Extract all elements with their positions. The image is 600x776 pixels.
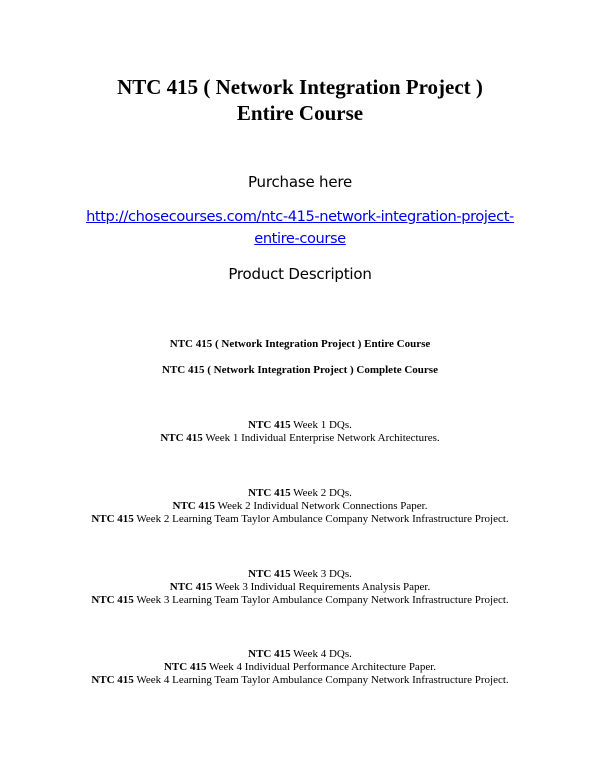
product-description-label: Product Description [228,265,372,283]
item-text: Week 3 Individual Requirements Analysis Paper. [214,581,431,593]
item-text: Week 4 Learning Team Taylor Ambulance Company Network Infrastructure Project. [136,674,509,686]
purchase-label: Purchase here [247,173,353,191]
week-4-item-1 [20,648,580,661]
item-text: Week 2 Learning Team Taylor Ambulance Company Network Infrastructure Project. [136,513,509,525]
course-code: NTC 415 [91,513,134,525]
week-3-item-2 [20,581,580,594]
item-text: Week 1 DQs. [293,419,352,431]
week-3-item-3 [20,594,580,607]
week-4-item-3 [20,674,580,687]
item-text: Week 3 DQs. [293,568,352,580]
course-code: NTC 415 [91,674,134,686]
week-1-item-2 [20,432,580,445]
item-text: Week 2 Individual Network Connections Paper. [217,500,428,512]
course-code: NTC 415 [248,648,291,660]
item-text: Week 2 DQs. [293,487,352,499]
course-code: NTC 415 [163,661,207,673]
subtitle-complete-course: NTC 415 ( Network Integration Project ) Complete Course [162,364,438,376]
course-code: NTC 415 [248,487,291,499]
course-code: NTC 415 [160,432,203,444]
week-3-item-1 [20,568,580,581]
week-1-item-1 [20,419,580,432]
item-text: Week 4 Individual Performance Architecture Paper. [209,661,437,673]
week-2-item-1 [20,487,580,500]
page-title-line-1: NTC 415 ( Network Integration Project ) [117,75,483,99]
item-text: Week 1 Individual Enterprise Network Architectures. [205,432,440,444]
item-text: Week 4 DQs. [293,648,352,660]
purchase-link-line-1[interactable]: http://chosecourses.com/ntc-415-network-integration-project- [86,208,514,225]
purchase-link-line-2[interactable]: entire-course [254,230,346,247]
course-code: NTC 415 [91,594,134,606]
week-2-item-2 [20,500,580,513]
course-code: NTC 415 [172,500,215,512]
week-2-item-3 [20,513,580,526]
course-code: NTC 415 [169,581,213,593]
subtitle-entire-course: NTC 415 ( Network Integration Project ) Entire Course [169,338,431,350]
page-title-line-2: Entire Course [236,101,364,125]
course-code: NTC 415 [248,568,291,580]
week-4-item-2 [20,661,580,674]
course-code: NTC 415 [248,419,291,431]
item-text: Week 3 Learning Team Taylor Ambulance Company Network Infrastructure Project. [136,594,509,606]
